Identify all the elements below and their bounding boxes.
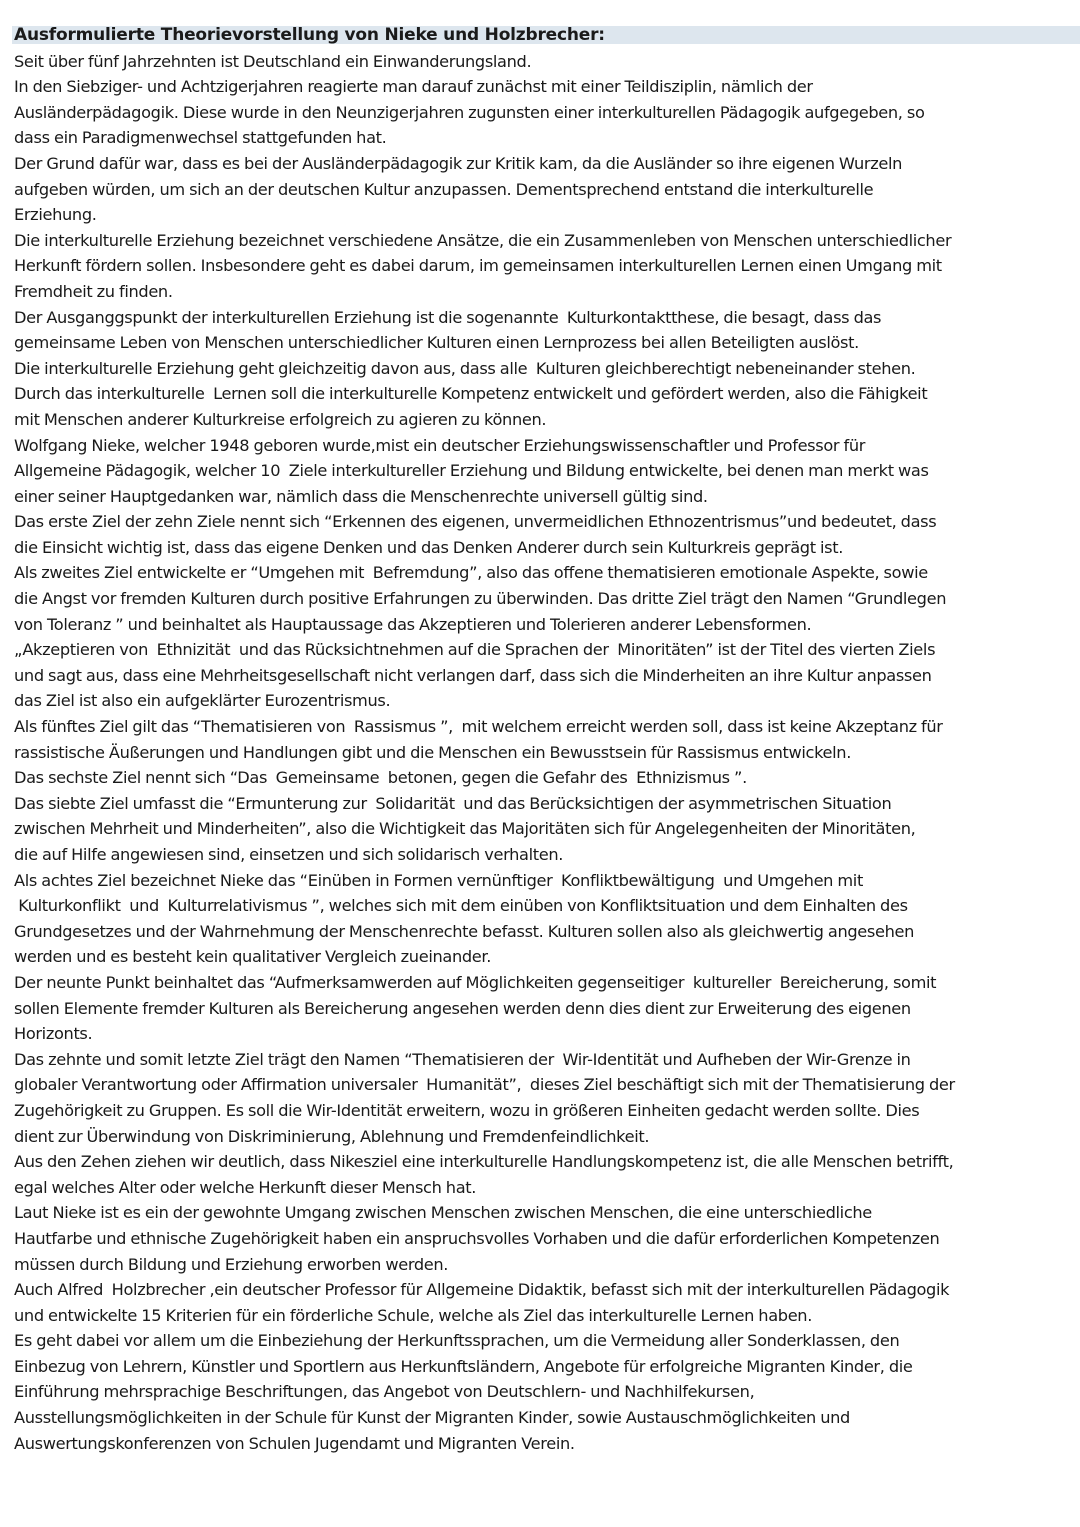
text-line: Einführung mehrsprachige Beschriftungen, das Angebot von Deutschlern- und Nachhilfekursen, (14, 1382, 755, 1402)
document-title: Ausformulierte Theorievorstellung von Nieke und Holzbrecher: (14, 25, 605, 45)
text-line: Das sechste Ziel nennt sich “Das Gemeinsame betonen, gegen die Gefahr des Ethnizismus ”. (14, 768, 747, 788)
text-line: Wolfgang Nieke, welcher 1948 geboren wurde,mist ein deutscher Erziehungswissenschaftler und Professor für (14, 435, 866, 455)
text-line: Die interkulturelle Erziehung bezeichnet verschiedene Ansätze, die ein Zusammenleben von Menschen unterschiedlicher (14, 230, 952, 250)
text-line: von Toleranz ” und beinhaltet als Hauptaussage das Akzeptieren und Tolerieren anderer Lebensformen. (14, 614, 812, 634)
text-line: Aus den Zehen ziehen wir deutlich, dass Nikesziel eine interkulturelle Handlungskompetenz ist, die alle Menschen betrifft, (14, 1152, 954, 1172)
text-line: dient zur Überwindung von Diskriminierung, Ablehnung und Fremdenfeindlichkeit. (14, 1126, 650, 1146)
text-line: Der neunte Punkt beinhaltet das “Aufmerksamwerden auf Möglichkeiten gegenseitiger kultureller Bereicherung, somit (14, 972, 937, 992)
text-line: Seit über fünf Jahrzehnten ist Deutschland ein Einwanderungsland. (14, 51, 532, 71)
text-line: und entwickelte 15 Kriterien für ein förderliche Schule, welche als Ziel das interkulturelle Lernen haben. (14, 1305, 813, 1325)
text-line: Als fünftes Ziel gilt das “Thematisieren von Rassismus ”, mit welchem erreicht werden soll, dass ist keine Akzeptanz für (14, 717, 943, 737)
text-line: Ausländerpädagogik. Diese wurde in den Neunzigerjahren zugunsten einer interkulturellen Pädagogik aufgegeben, so (14, 102, 925, 122)
document-body (14, 23, 1074, 1456)
text-line: Das zehnte und somit letzte Ziel trägt den Namen “Thematisieren der Wir-Identität und Aufheben der Wir-Grenze in (14, 1049, 911, 1069)
text-line: aufgeben würden, um sich an der deutschen Kultur anzupassen. Dementsprechend entstand die interkulturelle (14, 179, 874, 199)
text-line: gemeinsame Leben von Menschen unterschiedlicher Kulturen einen Lernprozess bei allen Beteiligten auslöst. (14, 333, 859, 353)
text-line: Durch das interkulturelle Lernen soll die interkulturelle Kompetenz entwickelt und gefördert werden, also die Fähigkeit (14, 384, 928, 404)
text-line: In den Siebziger- und Achtzigerjahren reagierte man darauf zunächst mit einer Teildisziplin, nämlich der (14, 77, 813, 97)
text-line: sollen Elemente fremder Kulturen als Bereicherung angesehen werden denn dies dient zur Erweiterung des eigenen (14, 998, 911, 1018)
text-line: Das siebte Ziel umfasst die “Ermunterung zur Solidarität und das Berücksichtigen der asymmetrischen Situation (14, 793, 892, 813)
text-line: Herkunft fördern sollen. Insbesondere geht es dabei darum, im gemeinsamen interkulturellen Lernen einen Umgang mit (14, 256, 942, 276)
text-line: Hautfarbe und ethnische Zugehörigkeit haben ein anspruchsvolles Vorhaben und die dafür erforderlichen Kompetenzen (14, 1228, 940, 1248)
text-line: Als achtes Ziel bezeichnet Nieke das “Einüben in Formen vernünftiger Konfliktbewältigung und Umgehen mit (14, 870, 863, 890)
text-lines (14, 49, 1074, 1457)
text-line: Horizonts. (14, 1024, 93, 1044)
text-line: die auf Hilfe angewiesen sind, einsetzen und sich solidarisch verhalten. (14, 845, 564, 864)
text-line: Es geht dabei vor allem um die Einbeziehung der Herkunftssprachen, um die Vermeidung aller Sonderklassen, den (14, 1331, 900, 1351)
text-line: das Ziel ist also ein aufgeklärter Eurozentrismus. (14, 691, 391, 711)
text-line: Der Ausganggspunkt der interkulturellen Erziehung ist die sogenannte Kulturkontaktthese, die besagt, dass das (14, 307, 882, 327)
text-line: Als zweites Ziel entwickelte er “Umgehen mit Befremdung”, also das offene thematisieren emotionale Aspekte, sowie (14, 563, 928, 583)
text-line: Laut Nieke ist es ein der gewohnte Umgang zwischen Menschen zwischen Menschen, die eine unterschiedliche (14, 1203, 872, 1223)
text-line: werden und es besteht kein qualitativer Vergleich zueinander. (14, 947, 491, 967)
text-line: rassistische Äußerungen und Handlungen gibt und die Menschen ein Bewusstsein für Rassismus entwickeln. (14, 742, 852, 762)
text-line: und sagt aus, dass eine Mehrheitsgesellschaft nicht verlangen darf, dass sich die Minderheiten an ihre Kultur anpassen (14, 665, 932, 685)
text-line: Erziehung. (14, 205, 97, 225)
text-line: Ausstellungsmöglichkeiten in der Schule für Kunst der Migranten Kinder, sowie Austauschmöglichkeiten und (14, 1408, 850, 1428)
text-line: egal welches Alter oder welche Herkunft dieser Mensch hat. (14, 1177, 477, 1197)
text-line: die Einsicht wichtig ist, dass das eigene Denken und das Denken Anderer durch sein Kulturkreis geprägt ist. (14, 537, 844, 557)
text-line: die Angst vor fremden Kulturen durch positive Erfahrungen zu überwinden. Das dritte Ziel trägt den Namen “Grundlegen (14, 589, 947, 609)
text-line: Die interkulturelle Erziehung geht gleichzeitig davon aus, dass alle Kulturen gleichberechtigt nebeneinander stehen. (14, 358, 916, 378)
text-line: einer seiner Hauptgedanken war, nämlich dass die Menschenrechte universell gültig sind. (14, 486, 708, 506)
text-line: Kulturkonflikt und Kulturrelativismus ”, welches sich mit dem einüben von Konfliktsituation und dem Einhalten des (14, 896, 908, 916)
text-line: „Akzeptieren von Ethnizität und das Rücksichtnehmen auf die Sprachen der Minoritäten” ist der Titel des vierten Ziels (14, 640, 936, 660)
text-line: Der Grund dafür war, dass es bei der Ausländerpädagogik zur Kritik kam, da die Ausländer so ihre eigenen Wurzeln (14, 153, 903, 173)
text-line: Allgemeine Pädagogik, welcher 10 Ziele interkultureller Erziehung und Bildung entwickelte, bei denen man merkt was (14, 461, 929, 481)
text-line: globaler Verantwortung oder Affirmation universaler Humanität”, dieses Ziel beschäftigt sich mit der Thematisierung der (14, 1075, 955, 1095)
text-line: Fremdheit zu finden. (14, 281, 173, 301)
text-line: Auswertungskonferenzen von Schulen Jugendamt und Migranten Verein. (14, 1433, 575, 1453)
text-line: zwischen Mehrheit und Minderheiten”, also die Wichtigkeit das Majoritäten sich für Angelegenheiten der Minoritäten, (14, 819, 916, 839)
text-line: müssen durch Bildung und Erziehung erworben werden. (14, 1254, 449, 1274)
text-line: dass ein Paradigmenwechsel stattgefunden hat. (14, 128, 387, 148)
text-line: Grundgesetzes und der Wahrnehmung der Menschenrechte befasst. Kulturen sollen also als gleichwertig angesehen (14, 921, 915, 941)
text-line: mit Menschen anderer Kulturkreise erfolgreich zu agieren zu können. (14, 409, 547, 429)
text-line: Das erste Ziel der zehn Ziele nennt sich “Erkennen des eigenen, unvermeidlichen Ethnozentrismus”und bedeutet, dass (14, 512, 937, 532)
text-line: Zugehörigkeit zu Gruppen. Es soll die Wir-Identität erweitern, wozu in größeren Einheiten gedacht werden sollte. Dies (14, 1100, 920, 1120)
text-line: Auch Alfred Holzbrecher ,ein deutscher Professor für Allgemeine Didaktik, befasst sich mit der interkulturellen Pädagogik (14, 1280, 950, 1300)
text-line: Einbezug von Lehrern, Künstler und Sportlern aus Herkunftsländern, Angebote für erfolgreiche Migranten Kinder, die (14, 1356, 913, 1376)
